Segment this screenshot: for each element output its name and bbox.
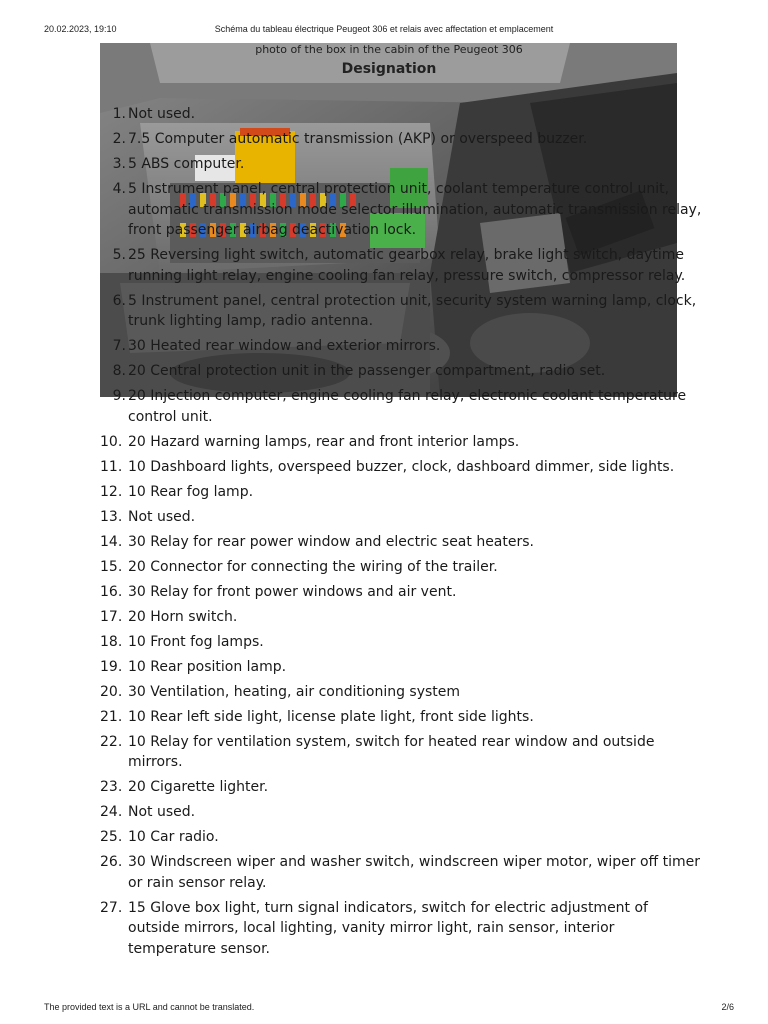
list-item: [100, 657, 704, 678]
list-item: [100, 607, 704, 628]
list-item-text: 5 Instrument panel, central protection unit, security system warning lamp, clock, trunk lighting lamp, radio antenna.: [128, 292, 697, 329]
list-item-text: 20 Injection computer, engine cooling fan relay, electronic coolant temperature control unit.: [128, 388, 687, 425]
list-item: [104, 104, 704, 125]
list-item-number: 19.: [100, 658, 123, 675]
list-item: [100, 732, 704, 773]
list-item-number: 17.: [100, 608, 123, 625]
list-item-number: 8.: [112, 363, 126, 379]
list-item: [100, 632, 704, 653]
list-item-text: 10 Rear position lamp.: [128, 658, 287, 675]
list-item-number: 5.: [112, 247, 126, 263]
fuse-designation-list: [100, 104, 704, 964]
list-item: [100, 457, 704, 478]
list-item: [100, 532, 704, 553]
list-item-text: 7.5 Computer automatic transmission (AKP) or overspeed buzzer.: [128, 131, 588, 147]
list-item: [104, 129, 704, 150]
list-item-number: 22.: [100, 733, 123, 750]
list-item: [100, 898, 704, 960]
list-item-text: Not used.: [128, 804, 196, 820]
list-item: [104, 154, 704, 175]
list-item-text: 10 Front fog lamps.: [128, 633, 264, 650]
list-item: [100, 827, 704, 848]
list-item: [104, 179, 704, 241]
list-item-number: 12.: [100, 483, 123, 500]
list-item-text: 20 Hazard warning lamps, rear and front interior lamps.: [128, 433, 520, 450]
list-item: [100, 432, 704, 453]
list-item: [104, 336, 704, 357]
list-item-text: 10 Dashboard lights, overspeed buzzer, clock, dashboard dimmer, side lights.: [128, 458, 675, 475]
list-item: [100, 777, 704, 798]
list-item: [104, 361, 704, 382]
print-page-title: Schéma du tableau électrique Peugeot 306 et relais avec affectation et emplacement: [214, 24, 554, 34]
list-item-number: 11.: [100, 458, 123, 475]
list-item: [100, 802, 704, 823]
list-item: [100, 707, 704, 728]
list-item-text: 20 Horn switch.: [128, 608, 238, 625]
list-item-text: 5 Instrument panel, central protection unit, coolant temperature control unit, automatic transmission mode selector illumination, automatic transmission relay, front passenger airbag deactivation lock.: [128, 181, 702, 238]
list-item-text: 20 Connector for connecting the wiring of the trailer.: [128, 558, 498, 575]
list-item-text: Not used.: [128, 106, 196, 122]
section-heading: Designation: [341, 61, 437, 77]
list-item-number: 15.: [100, 558, 123, 575]
list-item-text: 30 Heated rear window and exterior mirrors.: [128, 338, 441, 354]
list-item-text: 20 Cigarette lighter.: [128, 779, 269, 795]
list-item-number: 27.: [100, 899, 123, 916]
list-item-number: 24.: [100, 804, 123, 820]
list-item-text: 10 Car radio.: [128, 829, 219, 845]
list-item-number: 7.: [112, 338, 126, 354]
list-item-number: 16.: [100, 583, 123, 600]
list-item-text: 30 Relay for front power windows and air vent.: [128, 583, 457, 600]
list-item-number: 21.: [100, 708, 123, 725]
footer-note: The provided text is a URL and cannot be translated.: [44, 1002, 255, 1012]
list-item-number: 10.: [100, 433, 123, 450]
photo-caption: photo of the box in the cabin of the Peugeot 306: [255, 43, 523, 56]
list-item-text: 5 ABS computer.: [128, 156, 245, 172]
list-item-text: 25 Reversing light switch, automatic gearbox relay, brake light switch, daytime running light relay, engine cooling fan relay, pressure switch, compressor relay.: [128, 247, 686, 284]
list-item-text: 30 Relay for rear power window and electric seat heaters.: [128, 533, 534, 550]
list-item-number: 9.: [112, 388, 126, 404]
list-item: [100, 482, 704, 503]
list-item: [100, 557, 704, 578]
list-item-number: 3.: [112, 156, 126, 172]
list-item-number: 14.: [100, 533, 123, 550]
list-item-number: 1.: [112, 106, 126, 122]
list-item-text: Not used.: [128, 508, 196, 525]
list-item-text: 15 Glove box light, turn signal indicators, switch for electric adjustment of outside mirrors, local lighting, vanity mirror light, rain sensor, interior temperature sensor.: [128, 899, 648, 957]
list-item-number: 23.: [100, 779, 123, 795]
list-item-number: 25.: [100, 829, 123, 845]
list-item-number: 18.: [100, 633, 123, 650]
list-item-number: 6.: [112, 292, 126, 309]
list-item: [100, 852, 704, 893]
list-item: [100, 682, 704, 703]
list-item-number: 20.: [100, 683, 123, 700]
list-item: [104, 291, 704, 332]
list-item-number: 13.: [100, 508, 123, 525]
list-item-text: 10 Relay for ventilation system, switch for heated rear window and outside mirrors.: [128, 733, 655, 770]
list-item-text: 30 Windscreen wiper and washer switch, windscreen wiper motor, wiper off timer or rain sensor relay.: [128, 854, 701, 891]
list-item: [104, 386, 704, 427]
list-item: [100, 507, 704, 528]
list-item-number: 2.: [112, 131, 126, 147]
page-number: 2/6: [721, 1002, 734, 1012]
list-item: [104, 245, 704, 286]
list-item-number: 26.: [100, 854, 123, 870]
list-item-number: 4.: [112, 181, 126, 197]
list-item-text: 20 Central protection unit in the passenger compartment, radio set.: [128, 363, 606, 379]
list-item: [100, 582, 704, 603]
list-item-text: 30 Ventilation, heating, air conditioning system: [128, 683, 461, 700]
print-datetime: 20.02.2023, 19:10: [44, 24, 117, 34]
list-item-text: 10 Rear fog lamp.: [128, 483, 254, 500]
list-item-text: 10 Rear left side light, license plate light, front side lights.: [128, 708, 534, 725]
